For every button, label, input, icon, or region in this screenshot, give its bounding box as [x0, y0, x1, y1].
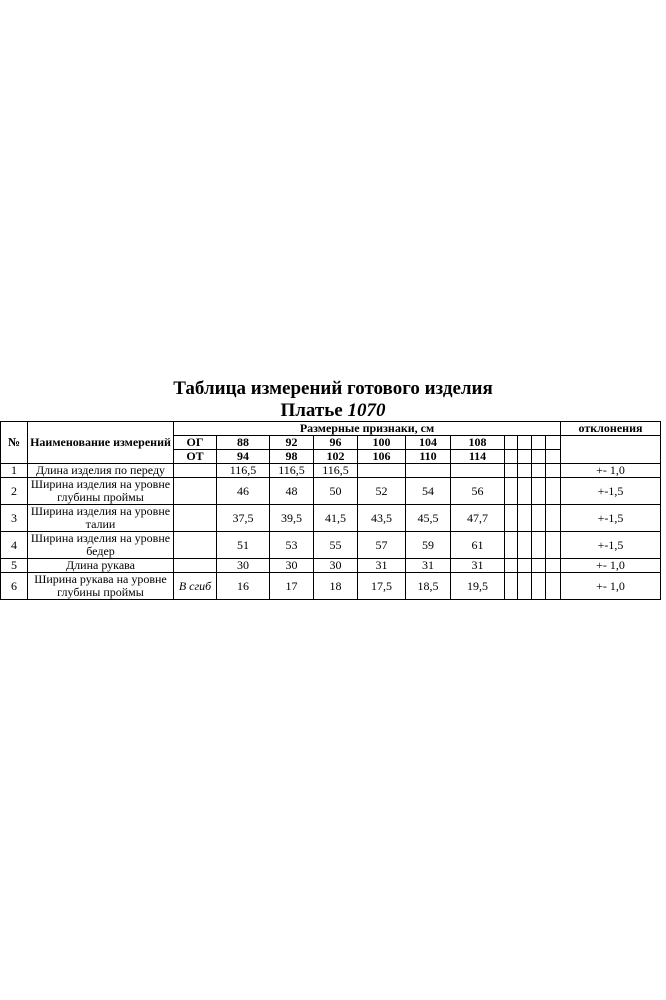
row-number: 2 — [1, 478, 28, 505]
ot-size: 94 — [217, 450, 270, 464]
size-value: 48 — [270, 478, 314, 505]
size-value: 37,5 — [217, 505, 270, 532]
ot-label: ОТ — [174, 450, 217, 464]
row-note — [174, 559, 217, 573]
empty-cell — [518, 450, 532, 464]
empty-cell — [518, 478, 532, 505]
og-size: 100 — [358, 436, 406, 450]
empty-cell — [532, 464, 546, 478]
size-value: 19,5 — [451, 573, 505, 600]
empty-cell — [505, 505, 518, 532]
measurement-name: Ширина изделия на уровне талии — [28, 505, 174, 532]
document-subtitle — [0, 400, 666, 422]
row-number: 3 — [1, 505, 28, 532]
col-name-header: Наименование измерений — [28, 422, 174, 464]
size-value: 61 — [451, 532, 505, 559]
size-value — [406, 464, 451, 478]
table-row — [1, 464, 661, 478]
empty-cell — [532, 450, 546, 464]
measurements-table — [0, 421, 661, 600]
empty-cell — [546, 559, 561, 573]
empty-cell — [546, 532, 561, 559]
size-value: 116,5 — [270, 464, 314, 478]
size-value: 30 — [314, 559, 358, 573]
empty-cell — [532, 436, 546, 450]
empty-cell — [518, 436, 532, 450]
row-note — [174, 464, 217, 478]
size-value: 17 — [270, 573, 314, 600]
og-size: 88 — [217, 436, 270, 450]
size-value: 116,5 — [314, 464, 358, 478]
size-value: 30 — [217, 559, 270, 573]
size-value: 56 — [451, 478, 505, 505]
empty-cell — [546, 505, 561, 532]
size-value: 31 — [451, 559, 505, 573]
empty-cell — [518, 532, 532, 559]
size-value — [451, 464, 505, 478]
ot-size: 110 — [406, 450, 451, 464]
size-value: 116,5 — [217, 464, 270, 478]
empty-cell — [518, 464, 532, 478]
row-number: 6 — [1, 573, 28, 600]
ot-size: 106 — [358, 450, 406, 464]
size-value: 50 — [314, 478, 358, 505]
measurement-name: Длина изделия по переду — [28, 464, 174, 478]
empty-cell — [505, 478, 518, 505]
size-value: 31 — [406, 559, 451, 573]
empty-cell — [532, 532, 546, 559]
ot-size: 102 — [314, 450, 358, 464]
deviation-value: +- 1,0 — [561, 464, 661, 478]
size-value: 43,5 — [358, 505, 406, 532]
empty-cell — [518, 573, 532, 600]
size-value: 41,5 — [314, 505, 358, 532]
measurement-name: Длина рукава — [28, 559, 174, 573]
garment-name: Платье — [280, 400, 343, 421]
size-value: 46 — [217, 478, 270, 505]
empty-cell — [518, 505, 532, 532]
row-number: 4 — [1, 532, 28, 559]
ot-size: 114 — [451, 450, 505, 464]
empty-cell — [532, 573, 546, 600]
table-row — [1, 478, 661, 505]
size-value: 52 — [358, 478, 406, 505]
size-value: 30 — [270, 559, 314, 573]
size-value — [358, 464, 406, 478]
size-value: 45,5 — [406, 505, 451, 532]
og-label: ОГ — [174, 436, 217, 450]
size-value: 18 — [314, 573, 358, 600]
empty-cell — [505, 450, 518, 464]
size-value: 51 — [217, 532, 270, 559]
table-row — [1, 532, 661, 559]
size-value: 17,5 — [358, 573, 406, 600]
empty-cell — [546, 436, 561, 450]
empty-cell — [532, 505, 546, 532]
measurement-name: Ширина рукава на уровне глубины проймы — [28, 573, 174, 600]
garment-number: 1070 — [347, 400, 386, 421]
row-note — [174, 505, 217, 532]
document-title: Таблица измерений готового изделия — [173, 378, 493, 399]
empty-cell — [505, 573, 518, 600]
empty-cell — [505, 436, 518, 450]
size-attributes-header: Размерные признаки, см — [174, 422, 561, 436]
og-size: 104 — [406, 436, 451, 450]
empty-cell — [505, 559, 518, 573]
deviation-value: +-1,5 — [561, 505, 661, 532]
row-number: 1 — [1, 464, 28, 478]
table-row — [1, 573, 661, 600]
size-value: 55 — [314, 532, 358, 559]
header-row-1 — [1, 422, 661, 436]
size-value: 16 — [217, 573, 270, 600]
og-size: 96 — [314, 436, 358, 450]
empty-cell — [546, 450, 561, 464]
row-note: В сгиб — [174, 573, 217, 600]
empty-cell — [505, 532, 518, 559]
deviation-value: +- 1,0 — [561, 573, 661, 600]
row-note — [174, 478, 217, 505]
size-value: 53 — [270, 532, 314, 559]
col-number-header: № — [1, 422, 28, 464]
empty-cell — [546, 464, 561, 478]
og-size: 108 — [451, 436, 505, 450]
size-value: 39,5 — [270, 505, 314, 532]
measurement-name: Ширина изделия на уровне бедер — [28, 532, 174, 559]
empty-cell — [505, 464, 518, 478]
empty-cell — [518, 559, 532, 573]
empty-cell — [532, 478, 546, 505]
table-row — [1, 559, 661, 573]
empty-cell — [561, 436, 661, 464]
ot-size: 98 — [270, 450, 314, 464]
size-value: 57 — [358, 532, 406, 559]
size-value: 31 — [358, 559, 406, 573]
empty-cell — [546, 478, 561, 505]
table-row — [1, 505, 661, 532]
og-size: 92 — [270, 436, 314, 450]
deviation-value: +- 1,0 — [561, 559, 661, 573]
row-number: 5 — [1, 559, 28, 573]
size-value: 54 — [406, 478, 451, 505]
deviation-value: +-1,5 — [561, 532, 661, 559]
empty-cell — [546, 573, 561, 600]
row-note — [174, 532, 217, 559]
deviation-header: отклонения — [561, 422, 661, 436]
size-value: 47,7 — [451, 505, 505, 532]
measurement-name: Ширина изделия на уровне глубины проймы — [28, 478, 174, 505]
size-value: 18,5 — [406, 573, 451, 600]
deviation-value: +-1,5 — [561, 478, 661, 505]
empty-cell — [532, 559, 546, 573]
size-value: 59 — [406, 532, 451, 559]
